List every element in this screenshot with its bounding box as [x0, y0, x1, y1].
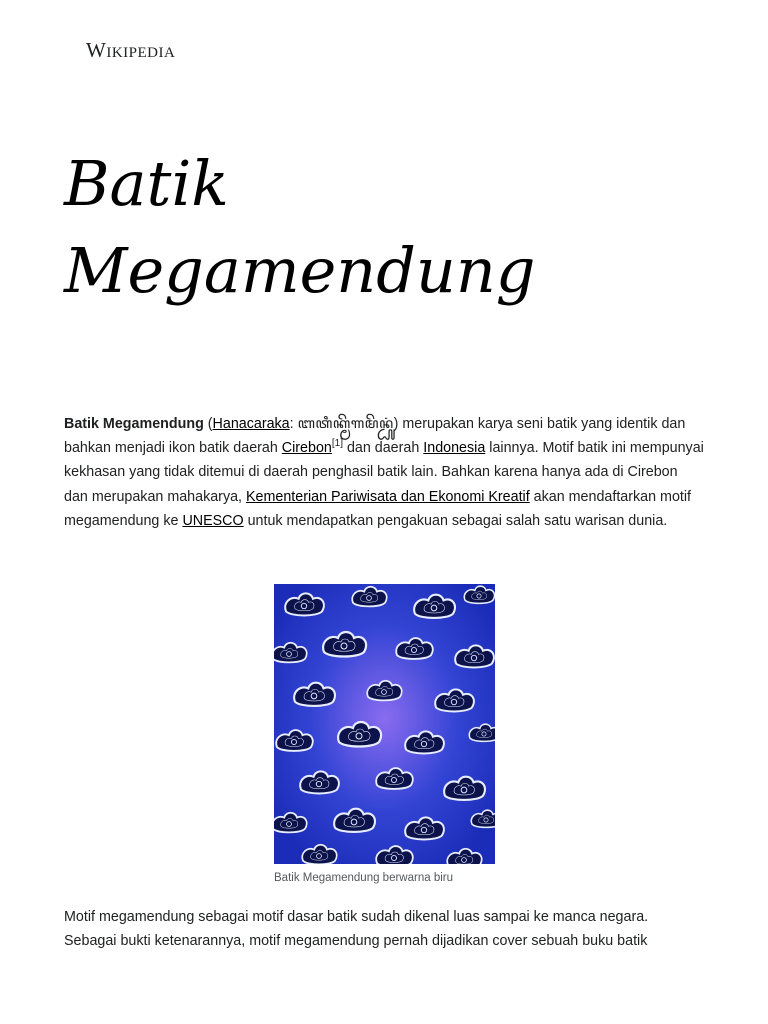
hanacaraka-link[interactable]: Hanacaraka	[212, 416, 290, 432]
intro-text-3: lainnya. Motif batik ini mempunyai kekhasan yang tidak ditemui di daerah penghasil batik lain. Bahkan karena hanya ada di Cirebon dan merupakan mahakarya,	[64, 440, 704, 505]
title-line-1: Batik	[64, 147, 229, 220]
second-paragraph: Motif megamendung sebagai motif dasar batik sudah dikenal luas sampai ke manca negara. Sebagai bukti ketenarannya, motif megamendung pernah dijadikan cover sebuah buku batik	[64, 909, 649, 950]
unesco-link[interactable]: UNESCO	[182, 512, 244, 529]
page-title	[64, 140, 714, 314]
intro-text-5: untuk mendapatkan pengakuan sebagai salah satu warisan dunia.	[243, 512, 668, 529]
indonesia-link[interactable]: Indonesia	[423, 440, 486, 457]
intro-colon: :	[289, 416, 298, 432]
wikipedia-logo[interactable]: Wikipedia	[86, 38, 176, 62]
bold-term: Batik Megamendung	[64, 416, 204, 432]
intro-text-2: dan daerah	[342, 440, 424, 457]
kemenparekraf-link[interactable]: Kementerian Pariwisata dan Ekonomi Kreatif	[246, 488, 530, 505]
reference-1[interactable]: [1]	[331, 438, 343, 450]
javanese-script: ꦧꦠꦶꦏ꧀ꦩꦼꦒꦩꦼꦤ꧀ꦝꦸꦁ	[297, 416, 394, 432]
cirebon-link[interactable]: Cirebon	[281, 440, 332, 457]
intro-open-paren: (	[203, 416, 213, 432]
title-line-2: Megamendung	[64, 234, 536, 307]
batik-megamendung-image[interactable]	[274, 584, 495, 864]
intro-text-1: ) merupakan karya seni batik yang identik dan bahkan menjadi ikon batik daerah	[64, 416, 686, 457]
intro-text-4: akan mendaftarkan motif megamendung ke	[64, 488, 692, 529]
figure-caption: Batik Megamendung berwarna biru	[274, 872, 453, 884]
intro-paragraph	[64, 412, 704, 533]
figure	[274, 584, 495, 885]
